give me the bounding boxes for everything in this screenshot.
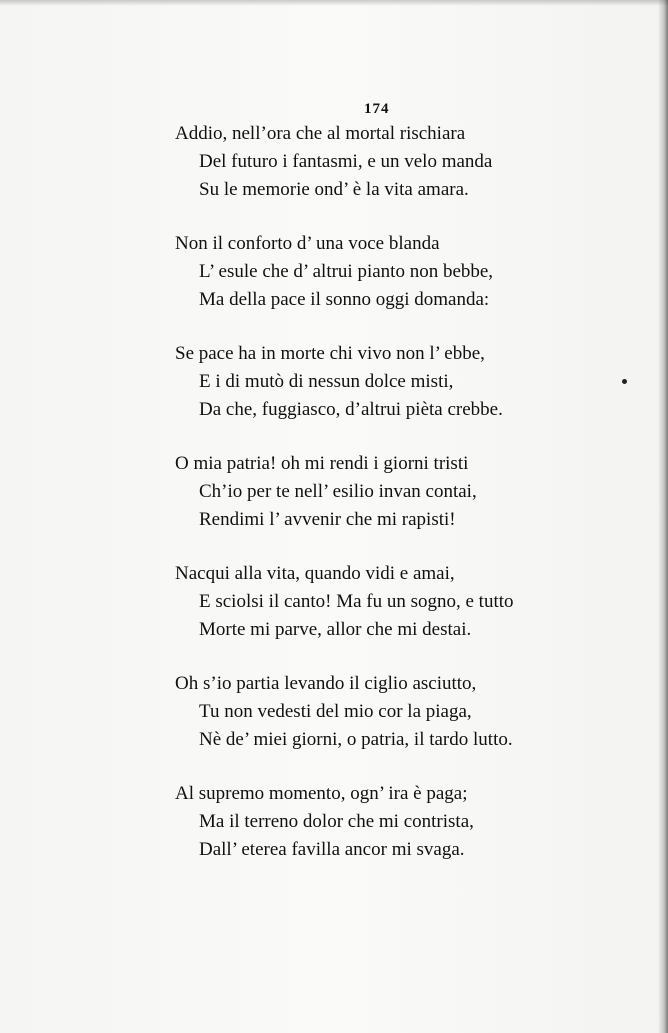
verse-line: Oh s’io partia levando il ciglio asciutto, — [175, 673, 477, 694]
verse-line: Addio, nell’ora che al mortal rischiara — [175, 123, 466, 144]
poem — [175, 120, 625, 890]
ink-speck — [622, 379, 627, 384]
stanza-4 — [175, 450, 625, 534]
verse-line: Al supremo momento, ogn’ ira è paga; — [175, 783, 468, 804]
page-top-edge — [0, 0, 668, 6]
verse-line: E sciolsi il canto! Ma fu un sogno, e tutto — [199, 591, 514, 612]
verse-line: Ma il terreno dolor che mi contrista, — [199, 811, 474, 832]
verse-line: Nè de’ miei giorni, o patria, il tardo lutto. — [199, 729, 513, 750]
stanza-1 — [175, 120, 625, 204]
verse-line: E i di mutò di nessun dolce misti, — [199, 371, 454, 392]
verse-line: Tu non vedesti del mio cor la piaga, — [199, 701, 472, 722]
verse-line: Rendimi l’ avvenir che mi rapisti! — [199, 509, 456, 530]
verse-line: Non il conforto d’ una voce blanda — [175, 233, 440, 254]
verse-line: Morte mi parve, allor che mi destai. — [199, 619, 472, 640]
verse-line: Nacqui alla vita, quando vidi e amai, — [175, 563, 455, 584]
page-number: 174 — [364, 101, 390, 117]
stanza-2 — [175, 230, 625, 314]
verse-line: L’ esule che d’ altrui pianto non bebbe, — [199, 261, 494, 282]
verse-line: Se pace ha in morte chi vivo non l’ ebbe, — [175, 343, 485, 364]
page-binding-edge — [658, 0, 668, 1033]
verse-line: Dall’ eterea favilla ancor mi svaga. — [199, 839, 465, 860]
verse-line: O mia patria! oh mi rendi i giorni tristi — [175, 453, 469, 474]
verse-line: Del futuro i fantasmi, e un velo manda — [199, 151, 493, 172]
stanza-5 — [175, 560, 625, 644]
verse-line: Su le memorie ond’ è la vita amara. — [199, 179, 469, 200]
verse-line: Ma della pace il sonno oggi domanda: — [199, 289, 490, 310]
stanza-3 — [175, 340, 625, 424]
stanza-6 — [175, 670, 625, 754]
verse-line: Ch’io per te nell’ esilio invan contai, — [199, 481, 477, 502]
verse-line: Da che, fuggiasco, d’altrui pièta crebbe. — [199, 399, 503, 420]
stanza-7 — [175, 780, 625, 864]
